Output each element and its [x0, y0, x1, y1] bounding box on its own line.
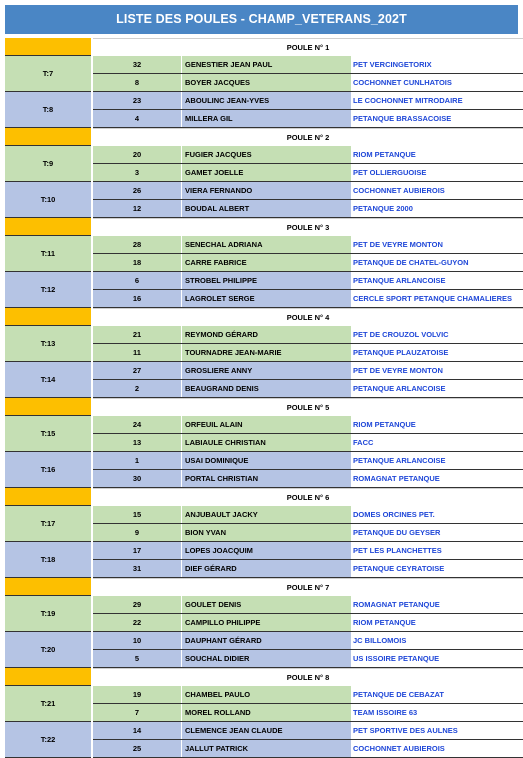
- table-row: [93, 92, 523, 110]
- player-club: COCHONNET AUBIEROIS: [351, 740, 523, 757]
- team-group: [5, 722, 523, 758]
- player-number: 4: [134, 114, 140, 123]
- poule-header-row: [5, 128, 523, 146]
- player-name: CHAMBEL PAULO: [181, 686, 351, 703]
- player-number: 19: [132, 690, 142, 699]
- player-club: TEAM ISSOIRE 63: [351, 704, 523, 721]
- player-number: 29: [132, 600, 142, 609]
- team-group: [5, 182, 523, 218]
- team-group: [5, 146, 523, 182]
- poule-title: POULE N° 8: [93, 668, 523, 687]
- player-club: PET DE CROUZOL VOLVIC: [351, 326, 523, 343]
- player-number: 8: [134, 78, 140, 87]
- table-row: [93, 56, 523, 74]
- table-row: [93, 722, 523, 740]
- poule-title: POULE N° 3: [93, 218, 523, 237]
- poule-title: POULE N° 5: [93, 398, 523, 417]
- team-group: [5, 272, 523, 308]
- poule-marker: [5, 308, 91, 326]
- table-label: T:7: [5, 56, 91, 92]
- player-club: PETANQUE ARLANCOISE: [351, 452, 523, 469]
- player-name: REYMOND GÉRARD: [181, 326, 351, 343]
- player-name: LABIAULE CHRISTIAN: [181, 434, 351, 451]
- table-label: T:17: [5, 506, 91, 542]
- player-name: STROBEL PHILIPPE: [181, 272, 351, 289]
- player-number: 24: [132, 420, 142, 429]
- table-row: [93, 182, 523, 200]
- poule-header-row: [5, 308, 523, 326]
- poule-header-row: [5, 578, 523, 596]
- player-number: 20: [132, 150, 142, 159]
- player-club: PETANQUE DE CHATEL-GUYON: [351, 254, 523, 271]
- table-row: [93, 704, 523, 722]
- player-club: ROMAGNAT PETANQUE: [351, 470, 523, 487]
- player-club: RIOM PETANQUE: [351, 146, 523, 163]
- player-club: PET DE VEYRE MONTON: [351, 236, 523, 253]
- table-row: [93, 506, 523, 524]
- team-group: [5, 326, 523, 362]
- player-club: ROMAGNAT PETANQUE: [351, 596, 523, 613]
- player-club: PETANQUE ARLANCOISE: [351, 272, 523, 289]
- table-row: [93, 200, 523, 218]
- team-group: [5, 542, 523, 578]
- table-row: [93, 434, 523, 452]
- player-name: SENECHAL ADRIANA: [181, 236, 351, 253]
- player-name: FUGIER JACQUES: [181, 146, 351, 163]
- table-row: [93, 326, 523, 344]
- player-number: 9: [134, 528, 140, 537]
- team-group: [5, 452, 523, 488]
- player-club: RIOM PETANQUE: [351, 416, 523, 433]
- table-row: [93, 254, 523, 272]
- player-club: JC BILLOMOIS: [351, 632, 523, 649]
- player-club: PET VERCINGETORIX: [351, 56, 523, 73]
- table-label: T:22: [5, 722, 91, 758]
- player-club: PETANQUE 2000: [351, 200, 523, 217]
- player-club: PETANQUE DU GEYSER: [351, 524, 523, 541]
- poule-title: POULE N° 6: [93, 488, 523, 507]
- table-label: T:18: [5, 542, 91, 578]
- poule-marker: [5, 668, 91, 686]
- player-number: 26: [132, 186, 142, 195]
- table-label: T:14: [5, 362, 91, 398]
- player-number: 5: [134, 654, 140, 663]
- player-number: 17: [132, 546, 142, 555]
- table-label: T:20: [5, 632, 91, 668]
- table-label: T:13: [5, 326, 91, 362]
- player-club: PETANQUE DE CEBAZAT: [351, 686, 523, 703]
- page-title: LISTE DES POULES - CHAMP_VETERANS_202T: [5, 5, 518, 34]
- poule-header-row: [5, 38, 523, 56]
- poules-table: [5, 38, 523, 758]
- player-name: LOPES JOACQUIM: [181, 542, 351, 559]
- table-label: T:8: [5, 92, 91, 128]
- table-row: [93, 614, 523, 632]
- table-row: [93, 290, 523, 308]
- player-number: 13: [132, 438, 142, 447]
- poule-title: POULE N° 1: [93, 38, 523, 57]
- poule-header-row: [5, 488, 523, 506]
- team-group: [5, 632, 523, 668]
- player-name: USAI DOMINIQUE: [181, 452, 351, 469]
- poule-title: POULE N° 4: [93, 308, 523, 327]
- player-club: PETANQUE BRASSACOISE: [351, 110, 523, 127]
- team-group: [5, 686, 523, 722]
- table-row: [93, 452, 523, 470]
- player-club: PETANQUE ARLANCOISE: [351, 380, 523, 397]
- player-number: 7: [134, 708, 140, 717]
- table-row: [93, 344, 523, 362]
- table-row: [93, 524, 523, 542]
- player-number: 3: [134, 168, 140, 177]
- player-name: LAGROLET SERGE: [181, 290, 351, 307]
- poule-marker: [5, 578, 91, 596]
- table-row: [93, 74, 523, 92]
- table-row: [93, 560, 523, 578]
- poule-marker: [5, 398, 91, 416]
- player-number: 2: [134, 384, 140, 393]
- table-label: T:16: [5, 452, 91, 488]
- table-row: [93, 146, 523, 164]
- player-club: FACC: [351, 434, 523, 451]
- player-club: PET SPORTIVE DES AULNES: [351, 722, 523, 739]
- team-group: [5, 56, 523, 92]
- player-name: MILLERA GIL: [181, 110, 351, 127]
- table-row: [93, 164, 523, 182]
- player-name: ANJUBAULT JACKY: [181, 506, 351, 523]
- table-row: [93, 110, 523, 128]
- player-name: GENESTIER JEAN PAUL: [181, 56, 351, 73]
- table-row: [93, 650, 523, 668]
- player-number: 21: [132, 330, 142, 339]
- player-name: BOYER JACQUES: [181, 74, 351, 91]
- player-number: 28: [132, 240, 142, 249]
- player-number: 22: [132, 618, 142, 627]
- player-name: VIERA FERNANDO: [181, 182, 351, 199]
- team-group: [5, 506, 523, 542]
- player-club: LE COCHONNET MITRODAIRE: [351, 92, 523, 109]
- player-number: 10: [132, 636, 142, 645]
- player-name: GOULET DENIS: [181, 596, 351, 613]
- table-label: T:15: [5, 416, 91, 452]
- player-name: MOREL ROLLAND: [181, 704, 351, 721]
- player-club: RIOM PETANQUE: [351, 614, 523, 631]
- table-row: [93, 272, 523, 290]
- table-row: [93, 632, 523, 650]
- player-name: JALLUT PATRICK: [181, 740, 351, 757]
- player-club: PET LES PLANCHETTES: [351, 542, 523, 559]
- player-number: 25: [132, 744, 142, 753]
- table-label: T:9: [5, 146, 91, 182]
- poule-marker: [5, 128, 91, 146]
- table-row: [93, 236, 523, 254]
- table-row: [93, 416, 523, 434]
- team-group: [5, 362, 523, 398]
- player-club: CERCLE SPORT PETANQUE CHAMALIERES: [351, 290, 523, 307]
- player-number: 6: [134, 276, 140, 285]
- player-name: DIEF GÉRARD: [181, 560, 351, 577]
- player-number: 11: [133, 348, 141, 357]
- poule-header-row: [5, 398, 523, 416]
- table-label: T:19: [5, 596, 91, 632]
- player-number: 27: [132, 366, 142, 375]
- player-number: 14: [132, 726, 142, 735]
- player-club: DOMES ORCINES PET.: [351, 506, 523, 523]
- player-name: TOURNADRE JEAN-MARIE: [181, 344, 351, 361]
- poule-header-row: [5, 218, 523, 236]
- player-name: CARRE FABRICE: [181, 254, 351, 271]
- player-club: PET DE VEYRE MONTON: [351, 362, 523, 379]
- player-name: BION YVAN: [181, 524, 351, 541]
- table-row: [93, 596, 523, 614]
- player-name: BOUDAL ALBERT: [181, 200, 351, 217]
- player-number: 32: [132, 60, 142, 69]
- poule-header-row: [5, 668, 523, 686]
- player-name: PORTAL CHRISTIAN: [181, 470, 351, 487]
- player-name: ABOULINC JEAN-YVES: [181, 92, 351, 109]
- team-group: [5, 596, 523, 632]
- player-name: BEAUGRAND DENIS: [181, 380, 351, 397]
- player-name: SOUCHAL DIDIER: [181, 650, 351, 667]
- team-group: [5, 236, 523, 272]
- player-number: 30: [132, 474, 142, 483]
- player-number: 12: [132, 204, 142, 213]
- player-club: COCHONNET AUBIEROIS: [351, 182, 523, 199]
- poule-marker: [5, 38, 91, 56]
- table-label: T:21: [5, 686, 91, 722]
- player-club: COCHONNET CUNLHATOIS: [351, 74, 523, 91]
- player-club: PETANQUE CEYRATOISE: [351, 560, 523, 577]
- player-number: 23: [132, 96, 142, 105]
- team-group: [5, 92, 523, 128]
- player-name: GROSLIERE ANNY: [181, 362, 351, 379]
- player-name: CLEMENCE JEAN CLAUDE: [181, 722, 351, 739]
- table-row: [93, 542, 523, 560]
- poule-title: POULE N° 2: [93, 128, 523, 147]
- player-name: CAMPILLO PHILIPPE: [181, 614, 351, 631]
- table-row: [93, 380, 523, 398]
- player-number: 18: [132, 258, 142, 267]
- table-row: [93, 362, 523, 380]
- player-number: 1: [134, 456, 140, 465]
- player-name: DAUPHANT GÉRARD: [181, 632, 351, 649]
- table-row: [93, 470, 523, 488]
- poule-title: POULE N° 7: [93, 578, 523, 597]
- poule-marker: [5, 488, 91, 506]
- player-club: PETANQUE PLAUZATOISE: [351, 344, 523, 361]
- player-number: 16: [132, 294, 142, 303]
- player-name: ORFEUIL ALAIN: [181, 416, 351, 433]
- table-label: T:10: [5, 182, 91, 218]
- player-name: GAMET JOELLE: [181, 164, 351, 181]
- table-label: T:11: [5, 236, 91, 272]
- player-number: 31: [132, 564, 142, 573]
- player-number: 15: [132, 510, 142, 519]
- table-row: [93, 686, 523, 704]
- poule-marker: [5, 218, 91, 236]
- table-label: T:12: [5, 272, 91, 308]
- team-group: [5, 416, 523, 452]
- player-club: PET OLLIERGUOISE: [351, 164, 523, 181]
- table-row: [93, 740, 523, 758]
- player-club: US ISSOIRE PETANQUE: [351, 650, 523, 667]
